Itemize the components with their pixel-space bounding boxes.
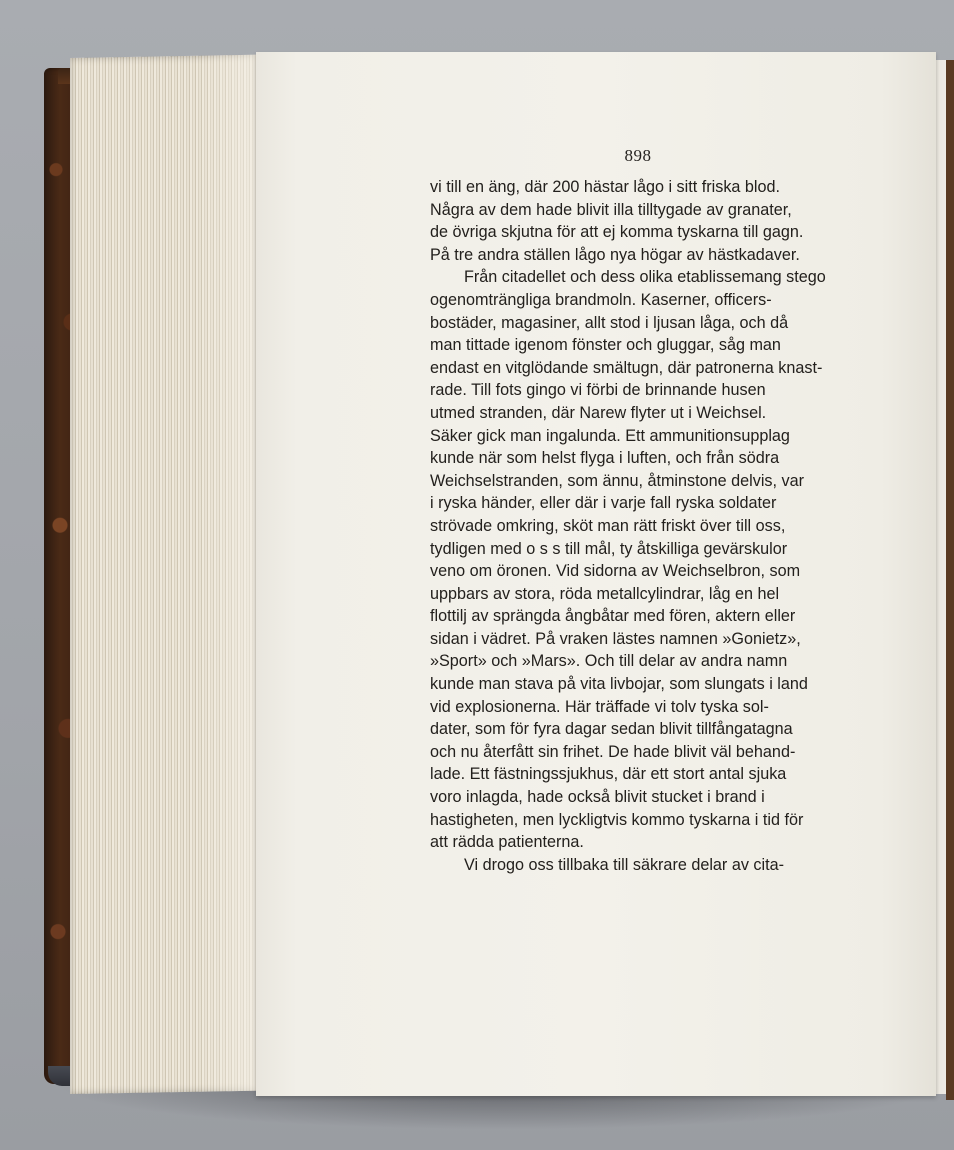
text-line: man tittade igenom fönster och gluggar, såg man xyxy=(430,336,781,355)
text-line: »Sport» och »Mars». Och till delar av andra namn xyxy=(430,652,788,671)
text-line: hastigheten, men lyckligtvis kommo tyskarna i tid för xyxy=(430,810,804,829)
page-stack-edges xyxy=(70,55,258,1094)
text-line: utmed stranden, där Narew flyter ut i Weichsel. xyxy=(430,403,767,422)
text-line: Några av dem hade blivit illa tilltygade av granater, xyxy=(430,200,792,219)
page-text xyxy=(430,176,840,876)
text-line: de övriga skjutna för att ej komma tyskarna till gagn. xyxy=(430,223,804,242)
text-line: sidan i vädret. På vraken lästes namnen »Gonietz», xyxy=(430,629,801,648)
page-number: 898 xyxy=(624,146,652,165)
text-line: tydligen med o s s till mål, ty åtskilliga gevärskulor xyxy=(430,539,788,558)
text-line: dater, som för fyra dagar sedan blivit tillfångatagna xyxy=(430,720,793,739)
text-line: kunde när som helst flyga i luften, och från södra xyxy=(430,449,780,468)
text-line: flottilj av sprängda ångbåtar med fören, aktern eller xyxy=(430,607,796,626)
text-line: uppbars av stora, röda metallcylindrar, låg en hel xyxy=(430,584,780,603)
text-line: i ryska händer, eller där i varje fall ryska soldater xyxy=(430,494,777,513)
text-line: vid explosionerna. Här träffade vi tolv tyska sol- xyxy=(430,697,769,716)
text-line: vi till en äng, där 200 hästar lågo i sitt friska blod. xyxy=(430,178,781,196)
text-line: voro inlagda, hade också blivit stucket i brand i xyxy=(430,788,765,807)
text-line: veno om öronen. Vid sidorna av Weichselbron, som xyxy=(430,562,801,581)
text-line: Weichselstranden, som ännu, åtminstone delvis, var xyxy=(430,471,804,490)
text-line: Vi drogo oss tillbaka till säkrare delar av cita- xyxy=(464,855,784,874)
text-line: endast en vitglödande smältugn, där patronerna knast- xyxy=(430,358,823,377)
text-line: rade. Till fots gingo vi förbi de brinnande husen xyxy=(430,381,766,400)
text-line: Från citadellet och dess olika etablissemang stego xyxy=(464,268,826,287)
text-line: På tre andra ställen lågo nya högar av hästkadaver. xyxy=(430,245,800,264)
right-cover-edge xyxy=(946,60,954,1100)
text-line: Säker gick man ingalunda. Ett ammunitionsupplag xyxy=(430,426,790,445)
text-line: och nu återfått sin frihet. De hade blivit väl behand- xyxy=(430,742,796,761)
text-line: ogenomträngliga brandmoln. Kaserner, officers- xyxy=(430,290,772,309)
text-line: strövade omkring, sköt man rätt friskt över till oss, xyxy=(430,516,786,535)
text-line: kunde man stava på vita livbojar, som slungats i land xyxy=(430,675,808,694)
text-line: bostäder, magasiner, allt stod i ljusan låga, och då xyxy=(430,313,789,332)
text-line: att rädda patienterna. xyxy=(430,833,584,852)
text-line: lade. Ett fästningssjukhus, där ett stort antal sjuka xyxy=(430,765,787,784)
